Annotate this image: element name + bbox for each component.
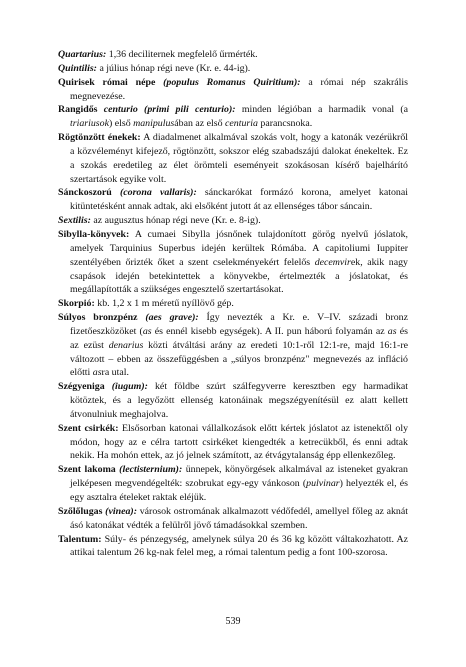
glossary-entry <box>58 48 408 62</box>
entry-term: decemvir <box>314 256 351 268</box>
entry-term: (lectisternium): <box>119 464 183 476</box>
entry-term: (populus Romanus Quiritium): <box>163 76 301 88</box>
entry-text: ) helyezték el, és egy asztalra ételeket raktak eléjük. <box>70 478 408 503</box>
glossary-entry <box>58 186 408 214</box>
entry-term: Sibylla-könyvek: <box>58 228 130 240</box>
entry-term: Szent csirkék: <box>58 422 119 434</box>
entry-text: közti átváltási arány az eredeti 10:1-ről 12:1-re, majd 16:1-re változott – ebben az összefüggésben a „súlyos bronzpénz" megnevezés az infláció előtti <box>70 339 408 379</box>
entry-text: a római nép szakrális megnevezése. <box>70 76 408 102</box>
entry-term: Súlyos bronzpénz <box>58 312 146 324</box>
glossary-entry <box>58 422 408 464</box>
entry-term: Szégyeniga <box>58 381 112 393</box>
entry-term: centurio (primi pili centurio): <box>103 104 236 116</box>
entry-term: Rögtönzött énekek: <box>58 132 141 144</box>
glossary-entry <box>58 297 408 311</box>
entry-term: Rangidős <box>58 104 104 116</box>
glossary-text <box>58 48 408 560</box>
entry-term: as <box>142 325 152 337</box>
entry-term: Skorpió: <box>58 298 95 310</box>
entry-text: és ennél kisebb egységek). A II. pun háború folyamán az <box>151 325 388 337</box>
entry-term: Quintilis: <box>58 62 97 74</box>
glossary-entry <box>58 311 408 380</box>
glossary-entry <box>58 463 408 505</box>
entry-text: ában az első <box>174 118 225 130</box>
entry-text: ünnepek, könyörgések alkalmával az isteneket gyakran jelképesen megvendégelték: szobrukat egy-egy vánkoson ( <box>70 464 408 490</box>
entry-text: Így nevezték a Kr. e. V–IV. századi bronz fizetőeszközöket ( <box>70 312 408 337</box>
glossary-entry <box>58 228 408 297</box>
entry-term: denarius <box>108 339 144 351</box>
entry-term: Sextilis: <box>58 215 91 227</box>
entry-text: 1,36 deciliternek megfelelő űrmérték. <box>106 49 258 60</box>
entry-text: városok ostromának alkalmazott védőfedél, amellyel főleg az aknát ásó katonákat védték a felülről jövő támadásokkal szemben. <box>70 505 408 531</box>
glossary-entry <box>58 131 408 186</box>
entry-term: Quirisek római népe <box>58 76 164 88</box>
entry-term: Szőlőlugas <box>58 505 106 517</box>
glossary-entry <box>58 76 408 104</box>
entry-text: az augusztus hónap régi neve (Kr. e. 8-ig). <box>90 215 261 227</box>
glossary-entry <box>58 214 408 228</box>
entry-term: centuria <box>225 118 258 130</box>
entry-text: A cumaei Sibylla jósnőnek tulajdonított görög nyelvű jóslatok, amelyek Tarquinius Superbus idején kerültek Rómába. A capitoliumi Iuppiter szentélyében őrizték őket a szent cselekményekért felelős <box>70 228 408 268</box>
entry-text: Súly- és pénzegység, amelynek súlya 20 és 36 kg között váltakozhatott. Az attikai talentum 26 kg-nak felel meg, a római talentum pedig a font 100-szorosa. <box>70 533 408 559</box>
entry-term: triariusok <box>70 118 109 130</box>
entry-term: (iugum): <box>111 381 148 393</box>
entry-term: (aes grave): <box>145 312 199 324</box>
entry-term: Szent lakoma <box>58 464 120 476</box>
entry-text: sánckarókat formázó korona, amelyet katonai kitüntetésként annak adtak, aki elsőként jutott át az ellenséges tábor sáncain. <box>70 187 408 213</box>
entry-term: (corona vallaris): <box>119 187 197 199</box>
glossary-entry <box>58 380 408 422</box>
entry-text: és az ezüst <box>70 325 408 351</box>
glossary-entry <box>58 103 408 131</box>
entry-term: Talentum: <box>58 533 102 545</box>
glossary-entry <box>58 505 408 533</box>
entry-text: ra utal. <box>101 367 129 379</box>
glossary-entry <box>58 533 408 561</box>
entry-text: ek, akik nagy csapások idején betekintettek a könyvekbe, értelmezték a jóslatokat, és megállapították a szükséges engesztelő szertartásokat. <box>70 256 408 296</box>
entry-text: parancsnoka. <box>257 118 313 130</box>
entry-term: pulvinar <box>306 478 340 490</box>
entry-text: ) első <box>108 118 134 130</box>
entry-term: (vinea): <box>105 505 137 517</box>
entry-text: minden légióban a harmadik vonal (a <box>235 104 408 116</box>
entry-text: Elsősorban katonai vállalkozások előtt kértek jóslatot az istenektől oly módon, hogy az e célra tartott csirkéket kiengedték a ketrecükből, és enni adtak nekik. Ha mohón ettek, az jó jelnek számított, az étvágytalanság épp ellenkezőleg. <box>70 422 409 462</box>
page-number: 539 <box>225 616 241 627</box>
entry-term: as <box>92 367 102 379</box>
entry-term: as <box>387 325 397 337</box>
entry-text: A diadalmenet alkalmával szokás volt, hogy a katonák vezérükről a közvéleményt kifejező, rögtönzött, sokszor elég szabadszájú dalokat énekeltek. Ez a szokás eredetileg az élet örömteli eseményeit szokásosan kísérő bajelhárító szertartások egyike volt. <box>70 132 408 185</box>
entry-text: a július hónap régi neve (Kr. e. 44-ig). <box>96 62 251 74</box>
entry-text: két földbe szúrt szálfegyverre keresztben egy harmadikat kötöztek, és a legyőzött ellenség katonáinak megszégyenítésül ez alatt kellett átvonulniuk meghajolva. <box>70 381 408 420</box>
entry-text: kb. 1,2 x 1 m méretű nyíllövő gép. <box>94 298 234 310</box>
glossary-entry <box>58 62 408 76</box>
entry-term: Quartarius: <box>58 49 107 60</box>
entry-term: Sánckoszorú <box>58 187 120 199</box>
entry-term: manipulus <box>133 118 175 130</box>
